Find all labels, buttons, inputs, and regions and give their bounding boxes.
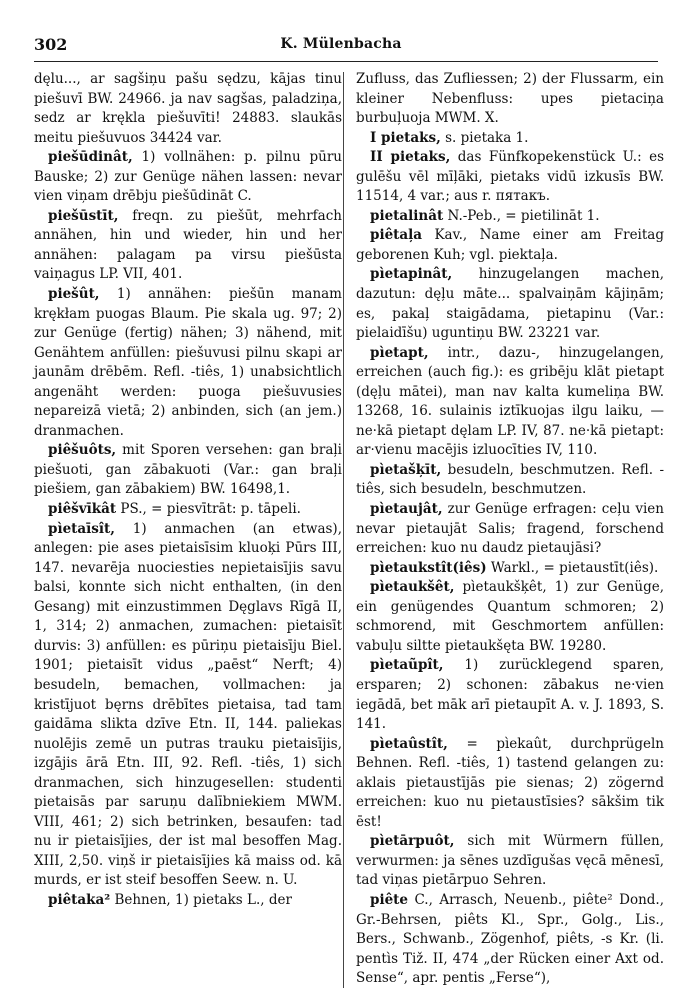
entry-text: zur Genüge erfragen: ceļu vien nevar pietaujāt Salis; fragend, forschend erreichen: kuo nu daudz pietaujāsi? — [356, 501, 664, 557]
page-number: 302 — [34, 35, 68, 54]
column-divider — [343, 72, 344, 988]
dictionary-entry — [356, 891, 664, 989]
entry-headword: piešūstīt, — [48, 207, 119, 224]
dictionary-entry — [356, 461, 664, 500]
entry-headword: pìetaũpît, — [370, 657, 444, 674]
entry-headword: II pietaks, — [370, 149, 451, 166]
dictionary-entry — [356, 656, 664, 734]
page-header — [0, 0, 682, 60]
entry-text: 1) annähen: piešūn manam krękłam puogas Blaum. Pie skala ug. 97; 2) zur Genüge (fertig) nähen; 3) nähend, mit Genähtem anfüllen: piešuvusi pilnu skapi ar jaunām drēbēm. Refl. -tiês, 1) unabsichtlich angenäht werden: puoga piešuvusies nepareizā vietā; 2) anbinden, sich (an jem.) dranmachen. — [34, 286, 342, 439]
dictionary-entry — [34, 500, 342, 520]
dictionary-entry — [34, 285, 342, 441]
dictionary-entry — [356, 500, 664, 559]
header-rule — [34, 61, 658, 62]
entry-text: N.-Peb., = pietilināt 1. — [443, 207, 600, 224]
entry-text: PS., = piesvītrāt: p. tāpeli. — [116, 501, 301, 518]
left-column — [34, 70, 342, 911]
entry-headword: pìetaīsît, — [48, 520, 115, 537]
entry-headword: I pietaks, — [370, 129, 441, 146]
entry-text: dęlu..., ar sagšiņu pašu sędzu, kājas tinu piešuvī BW. 24966. ja nav sagšas, paladziņa, sedz ar krękla piešuvīti! 24883. slaukās meitu piešuvuos 34424 var. — [34, 71, 342, 146]
dictionary-entry — [356, 129, 664, 149]
entry-text: 1) zurücklegend sparen, ersparen; 2) schonen: zābakus ne·vien iegādā, bet māk arī pietaupīt A. v. J. 1893, S. 141. — [356, 657, 664, 733]
entry-text: besudeln, beschmutzen. Refl. -tiês, sich besudeln, beschmutzen. — [356, 461, 664, 498]
entry-headword: pìetašķīt, — [370, 461, 442, 478]
dictionary-entry — [34, 891, 342, 911]
entry-text: sich mit Würmern füllen, verwurmen: ja sēnes uzdīgušas vęcā mēnesī, tad viņas pietārpuo Sehren. — [356, 833, 664, 889]
right-column — [356, 70, 664, 989]
entry-headword: piêšvīkât — [48, 501, 117, 518]
entry-text: s. pietaka 1. — [440, 129, 529, 146]
entry-text: Behnen, 1) pietaks L., der — [110, 891, 292, 908]
dictionary-entry — [34, 207, 342, 285]
dictionary-entry — [356, 735, 664, 833]
entry-text: Warkl., = pietaustīt(iês). — [486, 559, 659, 576]
running-head: K. Mülenbacha — [280, 36, 402, 52]
dictionary-entry — [356, 148, 664, 207]
entry-text: C., Arrasch, Neuenb., piête² Dond., Gr.-Behrsen, piêts Kl., Spr., Golg., Lis., Bers., Schwanb., Zögenhof, piêts, -s Kr. (li. pentìs Tiž. II, 474 „der Rücken einer Axt od. Sense“, apr. pentis „Ferse“), — [356, 891, 664, 987]
entry-headword: piešūdinât, — [48, 149, 133, 166]
entry-headword: pìetapt, — [370, 344, 429, 361]
entry-text: Zufluss, das Zufliessen; 2) der Flussarm, ein kleiner Nebenfluss: upes pietaciņa burbuļuoja MWM. X. — [356, 71, 664, 127]
dictionary-entry — [356, 344, 664, 461]
entry-text: = pìekaût, durchprügeln Behnen. Refl. -tiês, 1) tastend gelangen zu: aklais pietaustījās pie sienas; 2) zögernd erreichen: kuo nu pietaustīsies? sākšim tik ēst! — [356, 735, 664, 830]
entry-text: das Fünfkopekenstück U.: es gulēšu vēl mīļāki, pietaks vidū izkusīs BW. 11514, 4 var.; aus r. пятакъ. — [356, 149, 664, 205]
dictionary-entry — [356, 578, 664, 656]
dictionary-entry — [34, 520, 342, 891]
entry-text: 1) anmachen (an etwas), anlegen: pie ases pietaisīsim kluoķi Pūrs III, 147. nevarēja nuociesties nepietaisījis savu balsi, konnte sich nicht enthalten, (in den Gesang) mit einzustimmen Dęglavs Rīgā II, 1, 314; 2) anmachen, zumachen: pietaisīt durvis: 3) anfüllen: es pūriņu pietaisīju Biel. 1901; pietaisīt vidus „paēst“ Nerft; 4) besudeln, bemachen, vollmachen: ja kristījuot bęrns drēbītes pietaisa, tad tam gaidāma slikta dzīve Etn. II, 144. paliekas nuolējis zemē un putras trauku pietaisījis, izgājis ārā Etn. III, 92. Refl. -tiês, 1) sich dranmachen, sich hinzugesellen: studenti pietaisās par saruņu dalībniekiem MWM. VIII, 461; 2) sich betrinken, besaufen: tad nu ir pietaisījies, der ist mal besoffen Mag. XIII, 2,50. viņš ir pietaisījies kā maiss od. kā murds, er ist steif besoffen Seew. n. U. — [34, 520, 342, 889]
entry-continuation — [34, 70, 342, 148]
entry-text: freqn. zu piešūt, mehrfach annähen, hin und wieder, hin und her annähen: palagam pa virsu piešūsta vaiņagus LP. VII, 401. — [34, 207, 342, 283]
entry-headword: pìetārpuôt, — [370, 833, 455, 850]
entry-headword: piešût, — [48, 286, 100, 303]
entry-headword: pietalinât — [370, 207, 444, 224]
entry-headword: pìetapinât, — [370, 266, 453, 283]
dictionary-entry — [34, 148, 342, 207]
entry-headword: piêtaka² — [48, 891, 111, 908]
entry-text: Kav., Name einer am Freitag geborenen Kuh; vgl. piektaļa. — [356, 227, 664, 263]
dictionary-entry — [356, 559, 664, 579]
entry-headword: pìetaukšêt, — [370, 579, 455, 596]
entry-headword: pìetaukstît(iês) — [370, 559, 487, 576]
entry-headword: pìetaûstît, — [370, 735, 448, 752]
entry-continuation — [356, 70, 664, 129]
entry-text: intr., dazu-, hinzugelangen, erreichen (auch fig.): es gribēju klāt pietapt (dęļu mātei), man nav kalta kumeliņa BW. 13268, 16. sulainis iztīkuojas ilgu laiku, — ne·kā pietapt dęlam LP. IV, 87. ne·kā pietapt: ar·vienu macējis izluocīties IV, 110. — [356, 344, 664, 459]
entry-text: pìetaukšķêt, 1) zur Genüge, ein genügendes Quantum schmoren; 2) schmorend, mit Geschmortem anfüllen: vabuļu siltte pietaukšęta BW. 19280. — [356, 579, 664, 654]
entry-headword: piête — [370, 891, 408, 908]
dictionary-entry — [356, 207, 664, 227]
entry-headword: piêtaļa — [370, 227, 423, 244]
entry-text: hinzugelangen machen, dazutun: dęļu māte... spalvaiņām kājiņām; es, pakaļ staigādama, pietapinu (Var.: pielaidīšu) uguntiņu BW. 23221 var. — [356, 266, 664, 342]
entry-text: mit Sporen versehen: gan braļi piešuoti, gan zābakuoti (Var.: gan braļi piešiem, gan zābakiem) BW. 16498,1. — [34, 442, 342, 498]
dictionary-entry — [356, 265, 664, 343]
entry-headword: piêšuôts, — [48, 442, 117, 459]
dictionary-entry — [356, 226, 664, 265]
dictionary-entry — [34, 441, 342, 500]
dictionary-entry — [356, 832, 664, 891]
entry-text: 1) vollnähen: p. pilnu pūru Bauske; 2) zur Genüge nähen lassen: nevar vien viņam drēbju piešūdināt C. — [34, 149, 342, 205]
entry-headword: pìetaujât, — [370, 501, 443, 518]
